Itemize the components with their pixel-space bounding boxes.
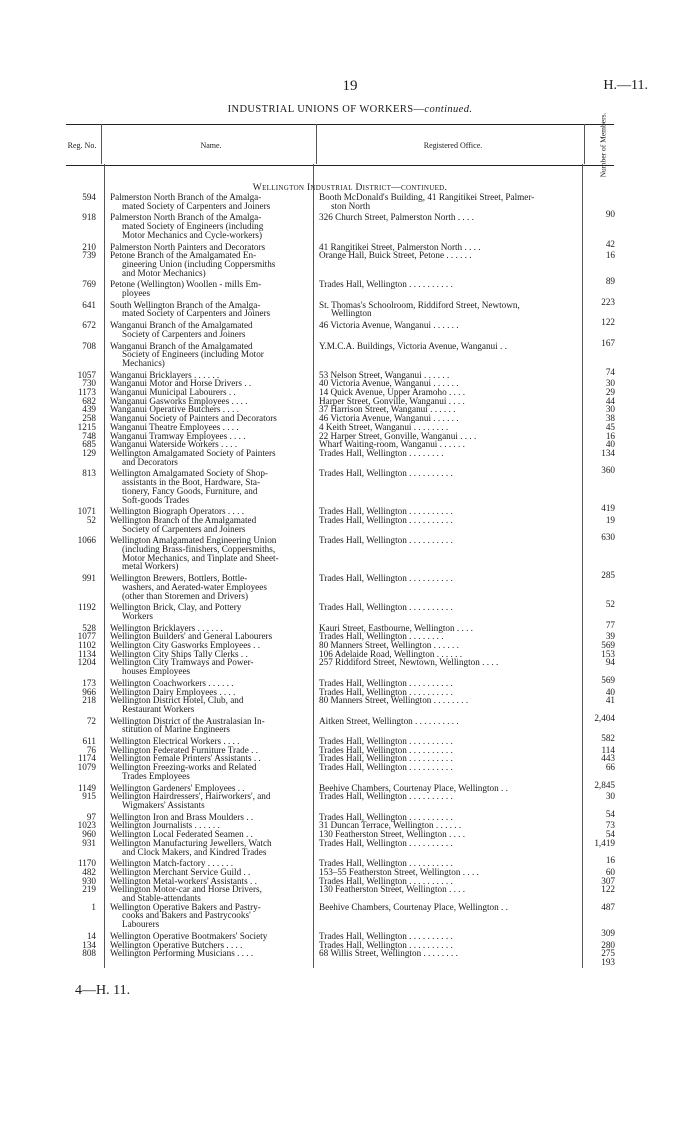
reg-no-cell: 1066 xyxy=(77,535,96,546)
name-cell xyxy=(109,903,307,929)
name-cell xyxy=(109,280,307,297)
name-cell xyxy=(109,792,307,809)
office-cell xyxy=(319,885,573,894)
column-divider xyxy=(316,124,317,164)
office-cell xyxy=(319,321,573,330)
office-cell xyxy=(319,251,573,260)
name-line: washers, and Aerated-water Employees xyxy=(122,581,267,592)
reg-no-cell: 173 xyxy=(82,677,96,688)
name-line: and Motor Mechanics) xyxy=(122,267,206,278)
members-cell: 16 xyxy=(605,430,615,441)
members-cell: 66 xyxy=(605,762,615,773)
reg-no-cell: 1079 xyxy=(77,762,96,773)
name-line: Wanganui Branch of the Amalgamated xyxy=(110,340,253,351)
name-line: Wanganui Waterside Workers . . . . xyxy=(110,439,238,450)
office-cell xyxy=(319,574,573,583)
members-cell: 40 xyxy=(605,686,615,697)
name-line: Wellington District of the Australasian In- xyxy=(110,715,265,726)
name-line: Petone (Wellington) Woollen - mills Em- xyxy=(110,279,262,290)
name-line: Wellington Brick, Clay, and Pottery xyxy=(110,602,242,613)
name-cell xyxy=(109,717,307,734)
name-cell xyxy=(109,839,307,856)
members-header-text: Number of Members. xyxy=(598,112,607,178)
name-line: Wellington Amalgamated Society of Painters xyxy=(110,447,276,458)
members-cell: 19 xyxy=(605,514,615,525)
column-divider xyxy=(101,124,102,164)
office-cell xyxy=(319,792,573,801)
office-line: 4 Keith Street, Wanganui . . . . . . . . xyxy=(319,421,449,432)
office-line: Beehive Chambers, Courtenay Place, Wellington . . xyxy=(319,901,508,912)
members-cell: 44 xyxy=(605,395,615,406)
name-line: tionery, Fancy Goods, Furniture, and xyxy=(122,485,258,496)
name-line: Wellington Operative Bakers and Pastry- xyxy=(110,901,261,912)
name-line: Palmerston North Branch of the Amalga- xyxy=(110,212,262,223)
name-line: Wellington Gardeners' Employees . . xyxy=(110,782,245,793)
office-line: Trades Hall, Wellington . . . . . . . . . . xyxy=(319,744,453,755)
reg-no-cell: 641 xyxy=(82,299,96,310)
office-cell xyxy=(319,516,573,525)
members-cell: 122 xyxy=(601,884,615,895)
office-line: Orange Hall, Buick Street, Petone . . . . . . xyxy=(319,250,472,261)
office-cell xyxy=(319,301,573,318)
office-line: 80 Manners Street, Wellington . . . . . . xyxy=(319,640,459,651)
reg-no-cell: 1149 xyxy=(77,782,96,793)
name-cell xyxy=(109,516,307,533)
name-line: metal Workers) xyxy=(122,561,179,572)
reg-no-cell: 219 xyxy=(82,884,96,895)
column-header-name: Name. xyxy=(200,140,222,150)
reg-no-cell: 258 xyxy=(82,413,96,424)
name-line: Wellington City Tramways and Power- xyxy=(110,657,254,668)
members-cell: 52 xyxy=(605,599,615,610)
name-line: Wanganui Bricklayers . . . . . . xyxy=(110,369,220,380)
members-cell: 285 xyxy=(601,570,615,581)
members-cell: 307 xyxy=(601,875,615,886)
name-cell xyxy=(109,301,307,318)
reg-no-cell: 528 xyxy=(82,622,96,633)
name-cell xyxy=(109,763,307,780)
office-line: 14 Quick Avenue, Upper Aramoho . . . . xyxy=(319,387,466,398)
office-cell xyxy=(319,763,573,772)
members-cell: 280 xyxy=(601,939,615,950)
column-header-office: Registered Office. xyxy=(423,140,483,150)
office-cell xyxy=(319,449,573,458)
members-cell: 77 xyxy=(605,619,615,630)
name-line: Wanganui Operative Butchers . . . . xyxy=(110,404,239,415)
reg-no-cell: 1077 xyxy=(77,631,96,642)
name-line: Wellington Match-factory . . . . . . xyxy=(110,858,234,869)
office-line: Trades Hall, Wellington . . . . . . . . . . xyxy=(319,762,453,773)
name-line: Soft-goods Trades xyxy=(122,494,190,505)
office-line: Trades Hall, Wellington . . . . . . . . . . xyxy=(319,858,453,869)
reg-no-cell: 1134 xyxy=(77,648,96,659)
union-table xyxy=(0,192,700,967)
members-cell: 309 xyxy=(601,927,615,938)
reg-no-cell: 813 xyxy=(82,468,96,479)
office-line: Trades Hall, Wellington . . . . . . . . . . xyxy=(319,875,453,886)
name-line: Wellington Coachworkers . . . . . . xyxy=(110,677,234,688)
members-cell: 89 xyxy=(605,276,615,287)
name-line: Wellington City Gasworks Employees . . xyxy=(110,640,261,651)
members-cell: 122 xyxy=(601,317,615,328)
members-cell: 443 xyxy=(601,753,615,764)
name-line: Wellington Amalgamated Engineering Union xyxy=(110,535,277,546)
name-line: Restaurant Workers xyxy=(122,703,195,714)
members-cell: 569 xyxy=(601,640,615,651)
name-line: mated Society of Carpenters and Joiners xyxy=(122,200,271,211)
members-cell: 193 xyxy=(601,956,615,967)
office-line: Trades Hall, Wellington . . . . . . . . . . xyxy=(319,573,453,584)
name-line: Wellington Amalgamated Society of Shop- xyxy=(110,468,268,479)
name-line: Palmerston North Branch of the Amalga- xyxy=(110,192,262,202)
name-line: Society of Carpenters and Joiners xyxy=(122,328,246,339)
members-cell: 29 xyxy=(605,387,615,398)
title-text: INDUSTRIAL UNIONS OF WORKERS— xyxy=(227,104,425,115)
reg-no-cell: 739 xyxy=(82,250,96,261)
name-line: Mechanics) xyxy=(122,357,165,368)
members-cell: 45 xyxy=(605,421,615,432)
page-footer: 4—H. 11. xyxy=(75,983,131,998)
office-line: 130 Featherston Street, Wellington . . . . xyxy=(319,884,466,895)
reg-no-cell: 218 xyxy=(82,695,96,706)
name-line: (including Brass-finishers, Coppersmiths, xyxy=(122,544,276,555)
name-cell xyxy=(109,213,307,239)
office-line: Trades Hall, Wellington . . . . . . . . . . xyxy=(319,602,453,613)
office-cell xyxy=(319,949,573,958)
office-line: 153–55 Featherston Street, Wellington . . . . xyxy=(319,866,479,877)
name-line: Wellington Biograph Operators . . . . xyxy=(110,506,244,517)
office-line: 31 Duncan Terrace, Wellington . . . . . . xyxy=(319,820,462,831)
name-line: Wellington Brewers, Bottlers, Bottle- xyxy=(110,573,248,584)
column-divider xyxy=(584,124,585,164)
office-cell xyxy=(319,717,573,726)
name-line: Wanganui Branch of the Amalgamated xyxy=(110,320,253,331)
reg-no-cell: 1102 xyxy=(77,640,96,651)
reg-no-cell: 918 xyxy=(82,212,96,223)
table-row xyxy=(0,948,700,967)
name-line: Wanganui Theatre Employees . . . . xyxy=(110,421,239,432)
members-cell: 134 xyxy=(601,447,615,458)
office-line: St. Thomas's Schoolroom, Riddiford Street, Newtown, xyxy=(319,299,520,310)
name-line: Wellington Iron and Brass Moulders . . xyxy=(110,811,254,822)
reg-no-cell: 1023 xyxy=(77,820,96,831)
members-cell: 630 xyxy=(601,532,615,543)
name-line: gineering Union (including Coppersmiths xyxy=(122,258,276,269)
office-line: Aitken Street, Wellington . . . . . . . . . . xyxy=(319,715,459,726)
members-cell: 42 xyxy=(605,238,615,249)
reg-no-cell: 14 xyxy=(86,930,96,941)
name-cell xyxy=(109,449,307,466)
name-cell xyxy=(109,658,307,675)
name-line: Wellington Merchant Service Guild . . xyxy=(110,866,251,877)
reg-no-cell: 72 xyxy=(86,715,96,726)
name-line: Wanganui Society of Painters and Decorators xyxy=(110,413,277,424)
reg-no-cell: 1215 xyxy=(77,421,96,432)
name-line: Wellington Builders' and General Labourers xyxy=(110,631,273,642)
name-line: and Stable-attendants xyxy=(122,893,201,904)
name-cell xyxy=(109,603,307,620)
name-line: Wellington Electrical Workers . . . . xyxy=(110,736,240,747)
reg-no-cell: 134 xyxy=(82,939,96,950)
members-cell: 114 xyxy=(601,744,615,755)
name-cell xyxy=(109,949,307,958)
reg-no-cell: 930 xyxy=(82,875,96,886)
name-cell xyxy=(109,469,307,504)
reg-no-cell: 97 xyxy=(86,811,96,822)
office-cell xyxy=(319,193,573,210)
reg-no-cell: 210 xyxy=(82,241,96,252)
name-line: Wanganui Gasworks Employees . . . . xyxy=(110,395,248,406)
name-line: houses Employees xyxy=(122,666,191,677)
members-cell: 2,845 xyxy=(594,779,615,790)
reg-no-cell: 482 xyxy=(82,866,96,877)
members-cell: 223 xyxy=(601,296,615,307)
name-cell xyxy=(109,193,307,210)
members-cell: 1,419 xyxy=(594,837,615,848)
reg-no-cell: 960 xyxy=(82,829,96,840)
office-line: 68 Willis Street, Wellington . . . . . . . . xyxy=(319,948,458,959)
members-cell: 153 xyxy=(601,648,615,659)
office-line: Kauri Street, Eastbourne, Wellington . . . . xyxy=(319,622,473,633)
reg-no-cell: 685 xyxy=(82,439,96,450)
name-line: cooks and Bakers and Pastrycooks' xyxy=(122,910,251,921)
office-line: Trades Hall, Wellington . . . . . . . . . . xyxy=(319,837,453,848)
reg-no-cell: 439 xyxy=(82,404,96,415)
members-cell: 54 xyxy=(605,829,615,840)
members-cell: 30 xyxy=(605,378,615,389)
name-line: Wellington Female Printers' Assistants . . xyxy=(110,753,261,764)
members-cell: 38 xyxy=(605,413,615,424)
office-cell xyxy=(319,213,573,222)
office-line: 326 Church Street, Palmerston North . . . . xyxy=(319,212,474,223)
reg-no-cell: 1057 xyxy=(77,369,96,380)
name-cell xyxy=(109,251,307,277)
reg-no-cell: 991 xyxy=(82,573,96,584)
office-line: 22 Harper Street, Gonville, Wanganui . . . . xyxy=(319,430,477,441)
reg-no-cell: 1170 xyxy=(77,858,96,869)
office-line: 46 Victoria Avenue, Wanganui . . . . . . xyxy=(319,413,459,424)
name-line: Society of Engineers (including Motor xyxy=(122,349,264,360)
office-line: 257 Riddiford Street, Newtown, Wellington . . . . xyxy=(319,657,499,668)
office-line: Trades Hall, Wellington . . . . . . . . . . xyxy=(319,514,453,525)
members-cell: 39 xyxy=(605,631,615,642)
name-cell xyxy=(109,696,307,713)
name-line: Wigmakers' Assistants xyxy=(122,800,205,810)
name-line: South Wellington Branch of the Amalga- xyxy=(110,299,261,310)
title-continued: continued. xyxy=(424,104,473,115)
reg-no-cell: 915 xyxy=(82,791,96,802)
name-line: Wellington Hairdressers', Hairworkers', and xyxy=(110,791,271,802)
name-line: Trades Employees xyxy=(122,770,190,781)
office-line: Trades Hall, Wellington . . . . . . . . . . xyxy=(319,279,453,290)
members-cell: 419 xyxy=(601,503,615,514)
office-line: Trades Hall, Wellington . . . . . . . . . . xyxy=(319,686,453,697)
office-cell xyxy=(319,536,573,545)
office-line: Trades Hall, Wellington . . . . . . . . . . xyxy=(319,939,453,950)
office-line: Trades Hall, Wellington . . . . . . . . . . xyxy=(319,506,453,517)
name-cell xyxy=(109,342,307,368)
members-cell: 16 xyxy=(605,855,615,866)
members-cell: 41 xyxy=(605,695,615,706)
name-line: Wellington Manufacturing Jewellers, Watch xyxy=(110,837,272,848)
office-line: Trades Hall, Wellington . . . . . . . . . . xyxy=(319,677,453,688)
members-cell: 569 xyxy=(601,674,615,685)
name-line: Wanganui Motor and Horse Drivers . . xyxy=(110,378,252,389)
reg-no-cell: 1174 xyxy=(77,753,96,764)
reg-no-cell: 808 xyxy=(82,948,96,959)
name-line: Wellington Metal-workers' Assistants . . xyxy=(110,875,257,886)
members-cell: 167 xyxy=(601,337,615,348)
reg-no-cell: 1173 xyxy=(77,387,96,398)
reg-no-cell: 682 xyxy=(82,395,96,406)
name-line: mated Society of Carpenters and Joiners xyxy=(122,308,271,319)
name-line: ployees xyxy=(122,288,151,299)
office-cell xyxy=(319,839,573,848)
name-line: Wellington Branch of the Amalgamated xyxy=(110,514,257,525)
column-header-members xyxy=(592,112,614,178)
section-heading: Wellington Industrial District—continued. xyxy=(252,183,448,193)
name-line: Motor Mechanics, and Tinplate and Sheet- xyxy=(122,552,279,563)
name-line: Wellington Performing Musicians . . . . xyxy=(110,948,254,959)
name-line: Wanganui Municipal Labourers . . xyxy=(110,387,236,398)
name-line: Wellington Bricklayers . . . . . . xyxy=(110,622,223,633)
office-cell xyxy=(319,603,573,612)
members-cell: 487 xyxy=(601,901,615,912)
reg-no-cell: 730 xyxy=(82,378,96,389)
office-line: Trades Hall, Wellington . . . . . . . . . . xyxy=(319,736,453,747)
name-line: Wellington City Ships Tally Clerks . . xyxy=(110,648,248,659)
office-line: Trades Hall, Wellington . . . . . . . . . . xyxy=(319,753,453,764)
name-line: mated Society of Engineers (including xyxy=(122,221,264,232)
name-line: and Clock Makers, and Kindred Trades xyxy=(122,846,267,857)
members-cell: 30 xyxy=(605,791,615,802)
office-line: Beehive Chambers, Courtenay Place, Wellington . . xyxy=(319,782,508,793)
name-line: Wellington Federated Furniture Trade . . xyxy=(110,744,259,755)
column-header-reg-no: Reg. No. xyxy=(67,140,97,150)
name-line: and Decorators xyxy=(122,456,178,467)
name-line: assistants in the Boot, Hardware, Sta- xyxy=(122,477,261,488)
members-cell: 2,404 xyxy=(594,712,615,723)
name-line: Wellington Operative Butchers . . . . xyxy=(110,939,243,950)
page-title xyxy=(0,104,700,115)
office-line: Wharf Waiting-room, Wanganui . . . . . . xyxy=(319,439,465,450)
name-line: Wellington Freezing-works and Related xyxy=(110,762,257,773)
members-cell: 360 xyxy=(601,465,615,476)
name-cell xyxy=(109,321,307,338)
name-line: Wellington Operative Bootmakers' Society xyxy=(110,930,268,941)
name-cell xyxy=(109,536,307,571)
reg-no-cell: 931 xyxy=(82,837,96,848)
office-cell xyxy=(319,696,573,705)
reg-no-cell: 708 xyxy=(82,340,96,351)
office-line: Wellington xyxy=(331,308,372,319)
office-cell xyxy=(319,342,573,351)
reg-no-cell: 76 xyxy=(86,744,96,755)
document-reference: H.—11. xyxy=(603,78,648,93)
office-cell xyxy=(319,280,573,289)
members-cell: 94 xyxy=(605,657,615,668)
members-cell: 30 xyxy=(605,404,615,415)
reg-no-cell: 129 xyxy=(82,447,96,458)
name-line: Labourers xyxy=(122,919,160,930)
office-line: Trades Hall, Wellington . . . . . . . . xyxy=(319,447,444,458)
office-line: Harper Street, Gonville, Wanganui . . . . xyxy=(319,395,465,406)
name-line: Wellington Dairy Employees . . . . xyxy=(110,686,236,697)
members-cell: 74 xyxy=(605,366,615,377)
members-cell: 73 xyxy=(605,820,615,831)
office-line: Y.M.C.A. Buildings, Victoria Avenue, Wanganui . . xyxy=(319,340,507,351)
office-line: Trades Hall, Wellington . . . . . . . . . . xyxy=(319,791,453,802)
office-line: Trades Hall, Wellington . . . . . . . . . . xyxy=(319,468,453,479)
name-line: stitution of Marine Engineers xyxy=(122,724,230,735)
office-line: 40 Victoria Avenue, Wanganui . . . . . . xyxy=(319,378,459,389)
office-line: Trades Hall, Wellington . . . . . . . . . . xyxy=(319,930,453,941)
name-line: Wellington Local Federated Seamen . . xyxy=(110,829,253,840)
office-line: 53 Nelson Street, Wanganui . . . . . . xyxy=(319,369,450,380)
office-line: 41 Rangitikei Street, Palmerston North . . . . xyxy=(319,241,481,252)
members-cell: 54 xyxy=(605,808,615,819)
name-line: Palmerston North Painters and Decorators xyxy=(110,241,266,252)
reg-no-cell: 748 xyxy=(82,430,96,441)
members-cell: 90 xyxy=(605,209,615,220)
reg-no-cell: 672 xyxy=(82,320,96,331)
reg-no-cell: 52 xyxy=(86,514,96,525)
reg-no-cell: 966 xyxy=(82,686,96,697)
name-line: Motor Mechanics and Cycle-workers) xyxy=(122,229,263,240)
office-line: 80 Manners Street, Wellington . . . . . . . . xyxy=(319,695,469,706)
name-line: Society of Carpenters and Joiners xyxy=(122,523,246,534)
reg-no-cell: 594 xyxy=(82,192,96,202)
name-cell xyxy=(109,885,307,902)
name-line: Petone Branch of the Amalgamated En- xyxy=(110,250,257,261)
page-number: 19 xyxy=(342,78,358,94)
office-line: ston North xyxy=(331,200,371,211)
reg-no-cell: 1 xyxy=(91,901,96,912)
name-cell xyxy=(109,574,307,600)
name-line: Wellington District Hotel, Club, and xyxy=(110,695,244,706)
table-header xyxy=(66,112,614,178)
reg-no-cell: 1071 xyxy=(77,506,96,517)
name-line: Wellington Journalists . . . . . . xyxy=(110,820,220,831)
members-cell: 16 xyxy=(605,250,615,261)
name-line: Wanganui Tramway Employees . . . . xyxy=(110,430,246,441)
reg-no-cell: 769 xyxy=(82,279,96,290)
office-line: Trades Hall, Wellington . . . . . . . . . . xyxy=(319,811,453,822)
members-cell: 275 xyxy=(601,948,615,959)
office-cell xyxy=(319,903,573,912)
members-cell: 40 xyxy=(605,439,615,450)
members-cell: 60 xyxy=(605,866,615,877)
office-line: Booth McDonald's Building, 41 Rangitikei Street, Palmer- xyxy=(319,192,535,202)
name-line: (other than Storemen and Drivers) xyxy=(122,590,249,601)
office-line: 106 Adelaide Road, Wellington . . . . . . xyxy=(319,648,463,659)
name-line: Wellington Motor-car and Horse Drivers, xyxy=(110,884,262,895)
office-line: 46 Victoria Avenue, Wanganui . . . . . . xyxy=(319,320,459,331)
office-cell xyxy=(319,469,573,478)
reg-no-cell: 611 xyxy=(82,736,96,747)
office-line: 130 Featherston Street, Wellington . . . . xyxy=(319,829,466,840)
reg-no-cell: 1204 xyxy=(77,657,96,668)
office-line: Trades Hall, Wellington . . . . . . . . xyxy=(319,631,444,642)
name-line: Workers xyxy=(122,610,153,621)
members-cell: 582 xyxy=(601,733,615,744)
office-line: 37 Harrison Street, Wanganui . . . . . . xyxy=(319,404,456,415)
office-line: Trades Hall, Wellington . . . . . . . . . . xyxy=(319,535,453,546)
office-cell xyxy=(319,658,573,667)
reg-no-cell: 1192 xyxy=(77,602,96,613)
